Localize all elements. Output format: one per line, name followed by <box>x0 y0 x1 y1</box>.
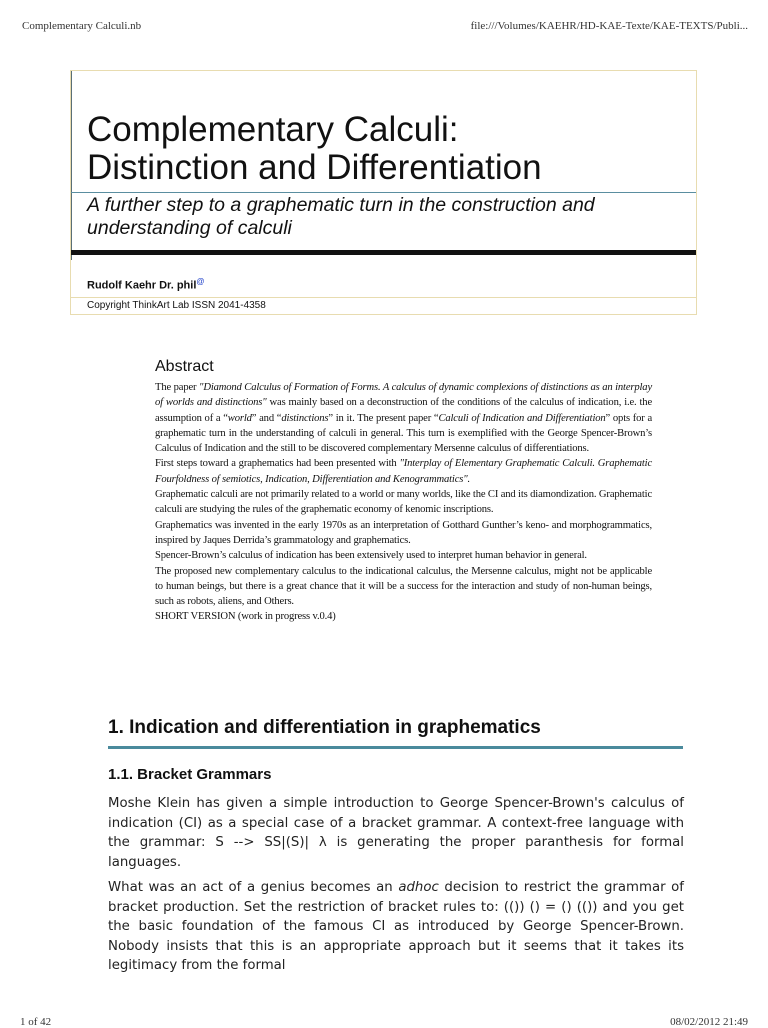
abstract-paragraph-2: First steps toward a graphematics had been presented with "Interplay of Elementary Graphematic Calculi. Graphematic Fourfoldness of semiotics, Indication, Differentiation and Kenogrammatics". <box>155 458 652 485</box>
abstract-paragraph-7: SHORT VERSION (work in progress v.0.4) <box>155 611 336 623</box>
body-paragraph-1: Moshe Klein has given a simple introduction to George Spencer-Brown's calculus of indication (CI) as a special case of a bracket grammar. A context-free language with the grammar: S --> SS|(S)| λ is generating the proper paranthesis for formal languages. <box>108 796 684 870</box>
print-header <box>22 20 748 36</box>
document-title <box>87 111 687 187</box>
author-name: Rudolf Kaehr Dr. phil <box>87 279 197 292</box>
abstract-paragraph-6: The proposed new complementary calculus to the indicational calculus, the Mersenne calculus, might not be applicable to human beings, but there is a great chance that it will be a success for the interaction and study of non-human beings, such as robots, aliens, and Others. <box>155 565 652 608</box>
author-divider <box>71 297 696 298</box>
abstract-paragraph-1: The paper "Diamond Calculus of Formation of Forms. A calculus of dynamic complexions of distinctions as an interplay of worlds and distinctions" was mainly based on a deconstruction of the conditions of the calculus of indication, i.e. the assumption of a “world” and “distinctions” in it. The present paper “Calculi of Indication and Differentiation” opts for a graphematic turn in the understanding of calculi in general. This turn is exemplified with the George Spencer-Brown’s Calculus of Indication and the still to be discovered complementary Mersenne calculus of differentiations. <box>155 382 653 455</box>
abstract-paragraph-4: Graphematics was invented in the early 1970s as an interpretation of Gotthard Gunther’s keno- and morphogrammatics, inspired by Jaques Derrida’s grammatology and graphematics. <box>155 519 652 546</box>
abstract-heading: Abstract <box>155 358 214 375</box>
title-thick-divider <box>71 250 696 255</box>
section-heading: 1. Indication and differentiation in graphematics <box>108 717 683 749</box>
body-paragraph-2: What was an act of a genius becomes an adhoc decision to restrict the grammar of bracket production. Set the restriction of bracket rules to: (()) () = () (()) and you get the basic foundation of the famous CI as introduced by George Spencer-Brown. Nobody insists that this is an appropriate approach but it seems that it takes its legitimacy from the formal <box>108 880 684 974</box>
file-path: file:///Volumes/KAEHR/HD-KAE-Texte/KAE-TEXTS/Publi... <box>470 20 748 32</box>
document-name: Complementary Calculi.nb <box>22 20 142 32</box>
author-email-link[interactable]: @ <box>196 277 205 286</box>
abstract-paragraph-5: Spencer-Brown’s calculus of indication has been extensively used to interpret human behavior in general. <box>155 550 587 562</box>
print-datetime: 08/02/2012 21:49 <box>670 1016 748 1028</box>
document-subtitle: A further step to a graphematic turn in the construction and understanding of calculi <box>87 194 595 239</box>
title-left-rule <box>71 71 72 260</box>
title-divider <box>71 192 696 193</box>
title-line-1: Complementary Calculi: <box>87 110 459 149</box>
author-line <box>87 277 205 292</box>
abstract-paragraph-3: Graphematic calculi are not primarily related to a world or many worlds, like the CI and its diamondization. Graphematic calculi are studying the rules of the graphematic economy of kenomic inscriptions. <box>155 489 652 516</box>
copyright-notice: Copyright ThinkArt Lab ISSN 2041-4358 <box>87 300 266 311</box>
abstract-section <box>155 358 652 625</box>
subsection-heading: 1.1. Bracket Grammars <box>108 766 272 783</box>
title-line-2: Distinction and Differentiation <box>87 148 542 187</box>
page-number: 1 of 42 <box>20 1016 52 1028</box>
title-block <box>70 70 697 315</box>
